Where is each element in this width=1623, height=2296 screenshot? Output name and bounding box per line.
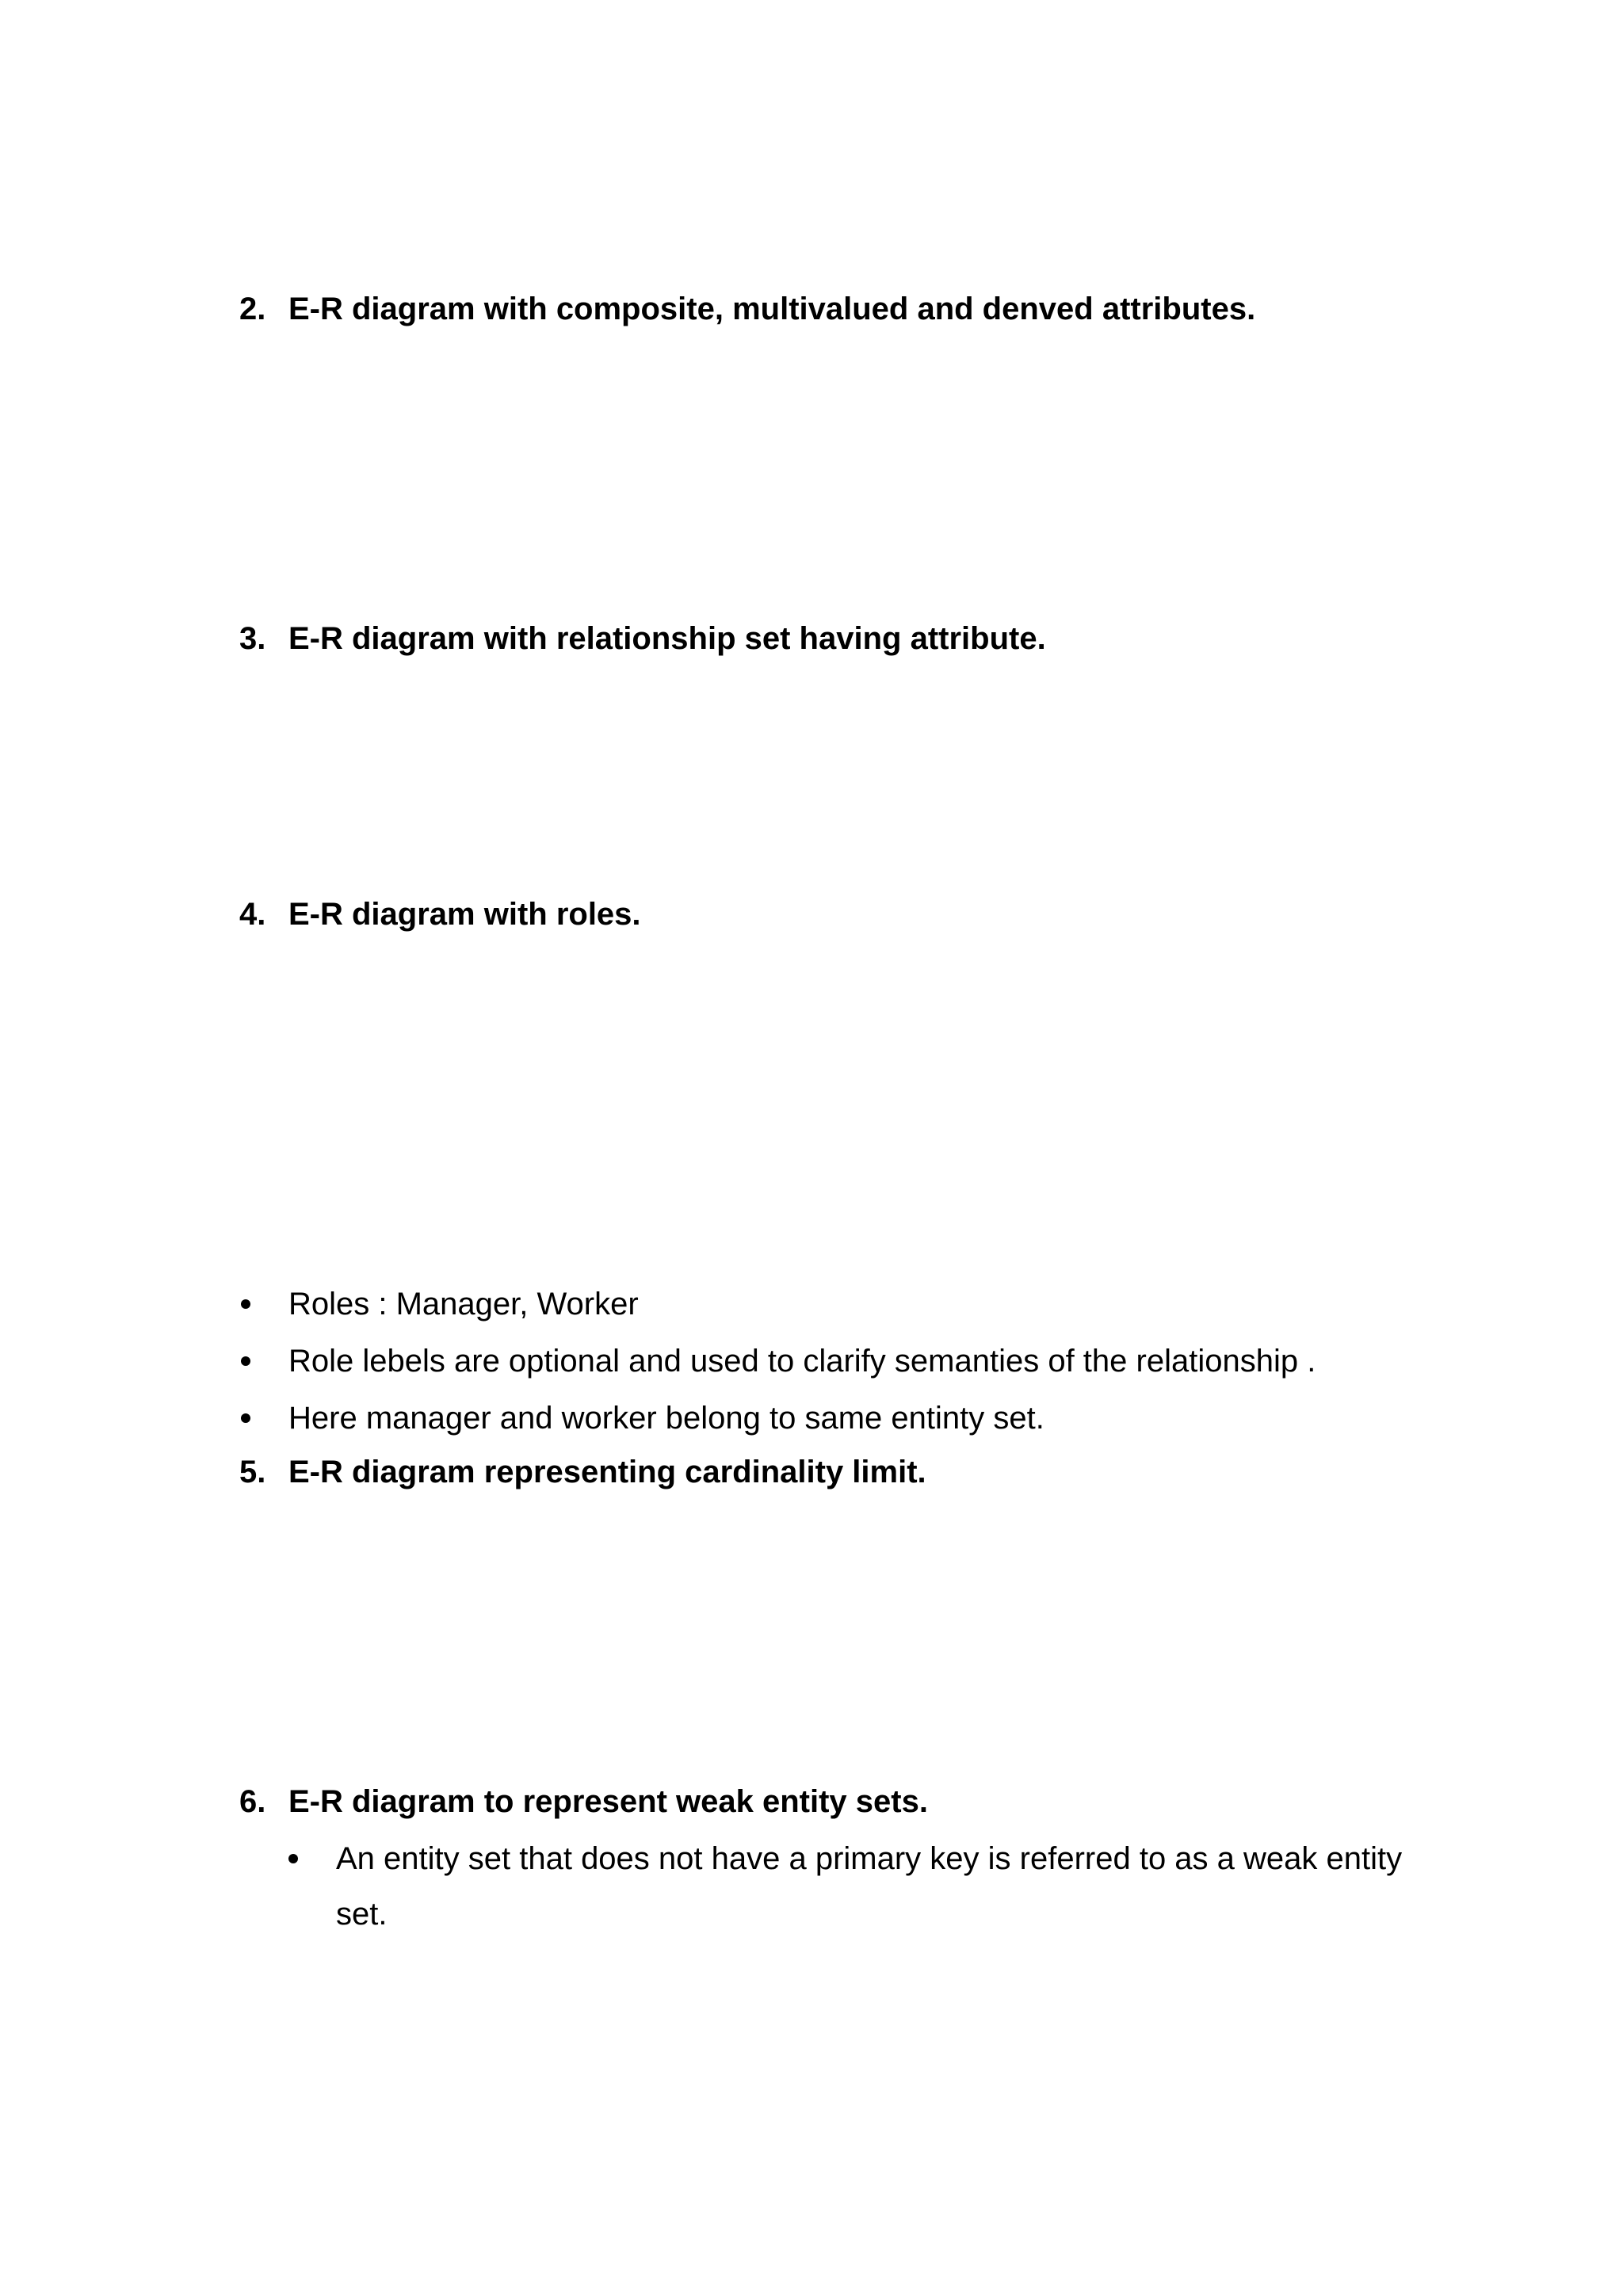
section-title: E-R diagram representing cardinality limit. <box>288 1455 926 1489</box>
section-number: 4. <box>239 897 266 932</box>
section-heading-5 <box>239 1453 926 1491</box>
section-heading-3 <box>239 620 1046 658</box>
bullet-text: Here manager and worker belong to same entinty set. <box>288 1401 1044 1436</box>
section-title: E-R diagram with composite, multivalued and denved attributes. <box>288 292 1256 326</box>
bullet-text: Role lebels are optional and used to clarify semanties of the relationship . <box>288 1344 1316 1379</box>
bullet-text-continuation: set. <box>336 1897 388 1932</box>
bullet-dot-icon <box>241 1413 250 1423</box>
bullet-text: Roles : Manager, Worker <box>288 1287 639 1322</box>
bullet-dot-icon <box>241 1356 250 1366</box>
bullet-text: An entity set that does not have a primary key is referred to as a weak entity <box>336 1841 1403 1876</box>
bullet-dot-icon <box>241 1299 250 1309</box>
section-title: E-R diagram with relationship set having attribute. <box>288 621 1046 656</box>
section-heading-4 <box>239 895 641 933</box>
section-heading-6 <box>239 1783 928 1821</box>
section-number: 6. <box>239 1784 266 1819</box>
section-title: E-R diagram to represent weak entity sets. <box>288 1784 928 1819</box>
bullet-dot-icon <box>288 1854 298 1863</box>
section-number: 3. <box>239 621 266 656</box>
section-title: E-R diagram with roles. <box>288 897 641 932</box>
section-number: 2. <box>239 292 266 326</box>
section-heading-2 <box>239 290 1255 328</box>
section-number: 5. <box>239 1455 266 1489</box>
